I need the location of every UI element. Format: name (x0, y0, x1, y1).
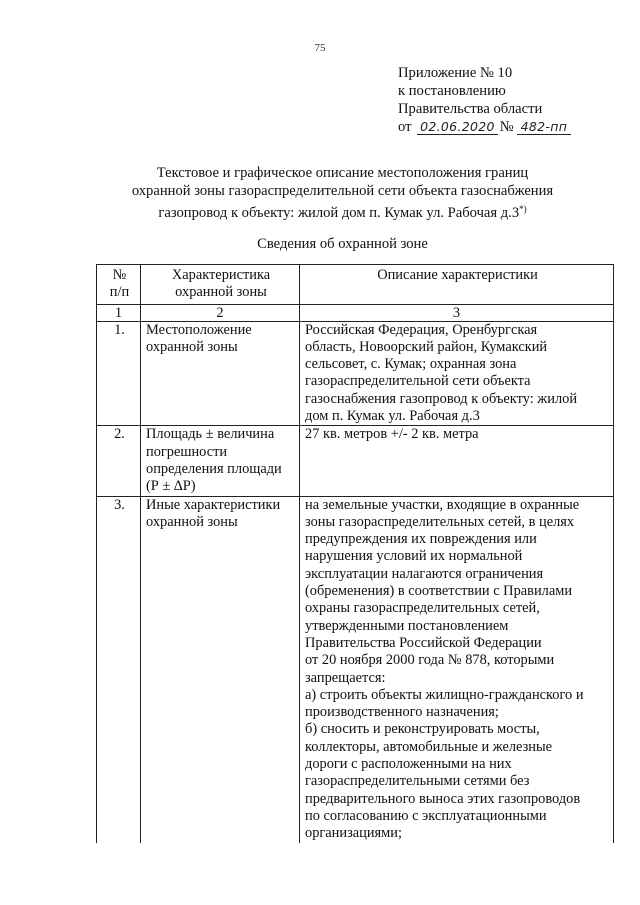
header-description-line: Описание характеристики (377, 267, 538, 283)
description-line: 27 кв. метров +/- 2 кв. метра (305, 426, 479, 443)
header-description (300, 265, 614, 305)
zone-info-table (96, 264, 614, 843)
section-subtitle: Сведения об охранной зоне (257, 236, 428, 252)
column-index: 2 (141, 304, 300, 321)
description-line: дороги с расположенными на них (305, 756, 512, 773)
description-line: запрещается: (305, 669, 386, 686)
characteristic-line: Местоположение (146, 321, 252, 338)
title-line-3 (70, 200, 615, 222)
description-line: б) сносить и реконструировать мосты, (305, 721, 540, 738)
description-line: на земельные участки, входящие в охранные (305, 496, 580, 513)
characteristic-line: Иные характеристики (146, 496, 281, 513)
header-characteristic (141, 265, 300, 305)
description-line: (обременения) в соответствии с Правилами (305, 583, 573, 600)
row-characteristic (141, 321, 300, 426)
description-line: дом п. Кумак ул. Рабочая д.3 (305, 408, 480, 425)
column-index: 1 (97, 304, 141, 321)
description-line: а) строить объекты жилищно-гражданского и (305, 686, 584, 703)
table-row (97, 426, 614, 496)
handwritten-number: 482-пп (517, 120, 572, 135)
description-line: нарушения условий их нормальной (305, 548, 523, 565)
from-label: от (398, 119, 412, 135)
characteristic-line: охранной зоны (146, 338, 238, 355)
description-line: Российская Федерация, Оренбургская (305, 321, 538, 338)
title-line-2: охранной зоны газораспределительной сети объекта газоснабжения (131, 183, 554, 199)
title-line-1: Текстовое и графическое описание местоположения границ (156, 165, 529, 181)
characteristic-line: погрешности (146, 443, 228, 460)
appendix-block (398, 64, 628, 136)
number-label: № (499, 119, 514, 135)
appendix-date-line (398, 118, 628, 136)
table-row (97, 321, 614, 426)
characteristic-line: охранной зоны (146, 513, 238, 530)
description-line: организациями; (305, 825, 402, 842)
description-line: газораспределительной сети объекта (305, 373, 531, 390)
handwritten-date: 02.06.2020 (417, 120, 498, 135)
header-num-line: № (112, 267, 127, 283)
description-line: эксплуатации налагаются ограничения (305, 565, 544, 582)
description-line: охраны газораспределительных сетей, (305, 600, 540, 617)
row-characteristic (141, 426, 300, 496)
header-num (97, 265, 141, 305)
appendix-line-3: Правительства области (398, 101, 543, 117)
page-number: 75 (314, 42, 326, 54)
description-line: сельсовет, с. Кумак; охранная зона (305, 356, 517, 373)
header-num-line: п/п (109, 284, 130, 301)
description-line: газораспределительными сетями без (305, 773, 530, 790)
header-characteristic-line: охранной зоны (175, 284, 267, 301)
row-number: 2. (97, 426, 141, 496)
table-row (97, 496, 614, 842)
document-title (70, 164, 615, 222)
description-line: от 20 ноября 2000 года № 878, которыми (305, 652, 555, 669)
row-description (300, 426, 614, 496)
description-line: зоны газораспределительных сетей, в целях (305, 513, 575, 530)
row-number: 1. (97, 321, 141, 426)
table-header-row (97, 265, 614, 305)
description-line: производственного назначения; (305, 704, 499, 721)
column-index: 3 (300, 304, 614, 321)
description-line: коллекторы, автомобильные и железные (305, 738, 553, 755)
description-line: утвержденными постановлением (305, 617, 509, 634)
description-line: газоснабжения газопровод к объекту: жилой (305, 390, 578, 407)
appendix-line-2: к постановлению (398, 83, 506, 99)
description-line: по согласованию с эксплуатационными (305, 807, 547, 824)
description-line: Правительства Российской Федерации (305, 634, 542, 651)
row-description (300, 321, 614, 426)
description-line: предупреждения их повреждения или (305, 531, 537, 548)
row-number: 3. (97, 496, 141, 842)
description-line: область, Новоорский район, Кумакский (305, 338, 548, 355)
characteristic-line: определения площади (146, 460, 282, 477)
row-description (300, 496, 614, 842)
characteristic-line: Площадь ± величина (146, 426, 275, 443)
footnote-mark: *) (519, 204, 527, 214)
description-line: предварительного выноса этих газопроводов (305, 790, 581, 807)
appendix-title: Приложение № 10 (398, 65, 513, 81)
header-characteristic-line: Характеристика (171, 267, 271, 283)
title-line-3-text: газопровод к объекту: жилой дом п. Кумак ул. Рабочая д.3 (158, 205, 520, 221)
characteristic-line: (Р ± ∆Р) (146, 478, 196, 495)
column-index-row (97, 304, 614, 321)
row-characteristic (141, 496, 300, 842)
